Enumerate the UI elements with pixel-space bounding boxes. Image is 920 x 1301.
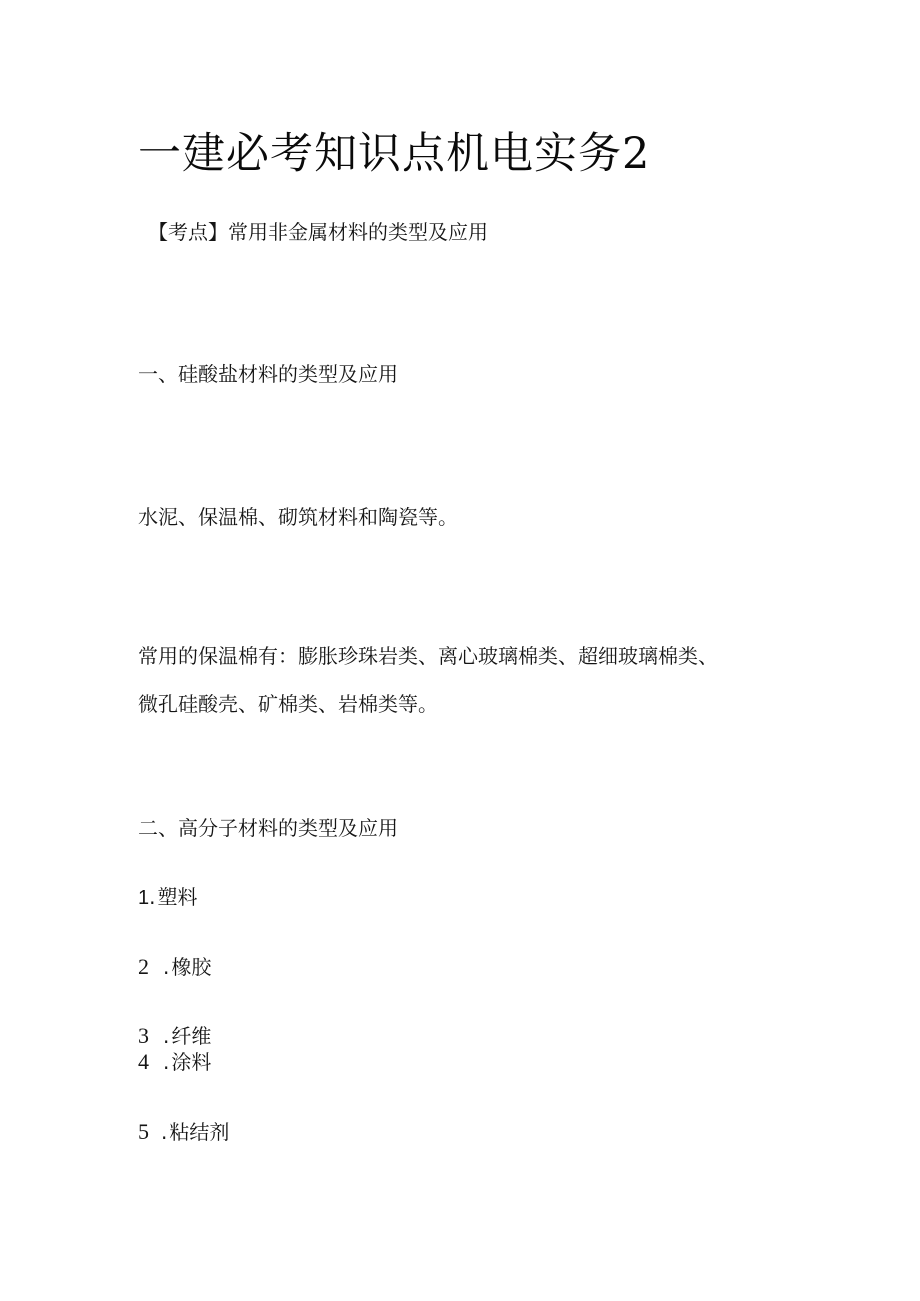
section-2-heading: 二、高分子材料的类型及应用: [138, 816, 398, 840]
list-item-number: 4: [138, 1049, 149, 1074]
list-item: [138, 1025, 211, 1047]
list-item-text: 塑料: [157, 885, 198, 909]
list-item-number: 3: [138, 1023, 149, 1048]
list-item-text: 粘结剂: [169, 1120, 230, 1144]
section-1-heading: 一、硅酸盐材料的类型及应用: [138, 362, 398, 386]
list-item-separator: .: [163, 1024, 170, 1048]
section-1-paragraph-2-line-2: 微孔硅酸壳、矿棉类、岩棉类等。: [138, 692, 438, 716]
list-item: [138, 1121, 229, 1143]
list-item-number: 2: [138, 954, 149, 979]
section-1-paragraph-2-line-1: 常用的保温棉有：膨胀珍珠岩类、离心玻璃棉类、超细玻璃棉类、: [138, 644, 718, 668]
list-item-number: 5: [138, 1119, 149, 1144]
list-item-separator: .: [163, 955, 170, 979]
list-item: [138, 956, 211, 978]
section-1-paragraph-1: 水泥、保温棉、砌筑材料和陶瓷等。: [138, 505, 458, 529]
list-item-separator: .: [163, 1050, 170, 1074]
list-item-separator: .: [149, 885, 156, 909]
list-item: [138, 1051, 211, 1073]
key-point-heading: 【考点】常用非金属材料的类型及应用: [148, 220, 488, 244]
page-title: 一建必考知识点机电实务2: [138, 129, 651, 179]
list-item: [138, 887, 197, 908]
list-item-separator: .: [161, 1120, 168, 1144]
list-item-text: 橡胶: [171, 955, 212, 979]
list-item-text: 纤维: [171, 1024, 212, 1048]
list-item-text: 涂料: [171, 1050, 212, 1074]
list-item-number: 1: [138, 887, 150, 909]
